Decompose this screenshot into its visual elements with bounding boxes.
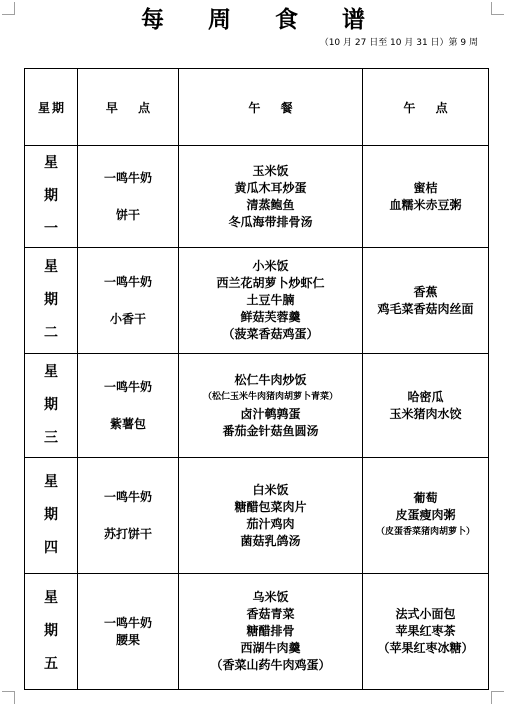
day-cell: [25, 248, 78, 354]
day-char: 星: [44, 474, 58, 490]
table-row: [25, 458, 489, 574]
day-char: 星: [44, 155, 58, 171]
snack-item: 苹果红枣茶: [395, 624, 456, 638]
lunch-cell: [179, 248, 363, 354]
day-char: 星: [44, 590, 58, 606]
breakfast-cell: [78, 574, 179, 690]
breakfast-item: 一鸣牛奶: [103, 615, 152, 630]
lunch-item: 糖醋包菜肉片: [234, 499, 307, 514]
snack-item-ingredients: （皮蛋香菜猪肉胡萝卜）: [375, 527, 475, 537]
header-day: 星期: [25, 69, 78, 146]
snack-item: 法式小面包: [395, 607, 456, 621]
lunch-item: 糖醋排骨: [246, 624, 295, 638]
lunch-item: （菠菜香菇鸡蛋）: [222, 327, 319, 341]
lunch-item: 茄汁鸡肉: [246, 516, 295, 531]
day-char: 四: [44, 540, 58, 556]
lunch-item-ingredients: （松仁玉米牛肉猪肉胡萝卜青菜）: [202, 391, 338, 402]
lunch-item: 黄瓜木耳炒蛋: [234, 180, 307, 195]
lunch-item: 土豆牛腩: [246, 293, 295, 307]
snack-item: 皮蛋瘦肉粥: [395, 508, 456, 522]
lunch-item: 玉米饭: [252, 163, 289, 178]
lunch-item: （香菜山药牛肉鸡蛋）: [210, 658, 331, 672]
day-cell: [25, 574, 78, 690]
date-range: （10 月 27 日至 10 月 31 日）第 9 周: [319, 38, 478, 48]
day-char: 一: [44, 221, 58, 237]
lunch-item: 西兰花胡萝卜炒虾仁: [216, 276, 325, 290]
snack-item: 血糯米赤豆粥: [389, 197, 462, 212]
lunch-cell: [179, 574, 363, 690]
day-char: 星: [44, 364, 58, 380]
page-corner-mark: [2, 691, 15, 704]
header-snack: 午 点: [363, 69, 489, 146]
lunch-cell: [179, 354, 363, 458]
lunch-item: 鲜菇芙蓉羹: [240, 310, 301, 324]
breakfast-item: 一鸣牛奶: [103, 489, 152, 504]
day-char: 期: [44, 507, 58, 523]
day-cell: [25, 354, 78, 458]
table-row: [25, 574, 489, 690]
breakfast-item: 腰果: [115, 632, 140, 647]
page-corner-mark: [491, 691, 504, 704]
snack-cell: [363, 458, 489, 574]
table-header-row: [25, 69, 489, 146]
header-breakfast: 早 点: [78, 69, 179, 146]
table-row: [25, 354, 489, 458]
breakfast-cell: [78, 146, 179, 248]
snack-item: 蜜桔: [413, 180, 438, 195]
day-char: 三: [44, 430, 58, 446]
lunch-item: 西湖牛肉羹: [240, 641, 301, 655]
header-lunch: 午 餐: [179, 69, 363, 146]
snack-item: 香蕉: [413, 284, 438, 299]
day-cell: [25, 146, 78, 248]
snack-item: （苹果红枣冰糖）: [377, 641, 474, 655]
lunch-cell: [179, 458, 363, 574]
snack-item: 鸡毛菜香菇肉丝面: [377, 301, 474, 316]
lunch-item: 菌菇乳鸽汤: [240, 533, 301, 548]
breakfast-item: 一鸣牛奶: [103, 379, 152, 394]
day-char: 五: [44, 656, 58, 672]
snack-cell: [363, 574, 489, 690]
breakfast-item: 一鸣牛奶: [103, 274, 152, 289]
snack-cell: [363, 146, 489, 248]
breakfast-item: 一鸣牛奶: [103, 170, 152, 185]
snack-cell: [363, 248, 489, 354]
page-title: 每 周 食 谱: [140, 6, 384, 33]
snack-item: 玉米猪肉水饺: [389, 406, 462, 421]
breakfast-item: 紫薯包: [109, 416, 146, 431]
table-row: [25, 146, 489, 248]
lunch-cell: [179, 146, 363, 248]
breakfast-cell: [78, 354, 179, 458]
lunch-item: 小米饭: [252, 259, 289, 273]
day-char: 期: [44, 292, 58, 308]
day-cell: [25, 458, 78, 574]
day-char: 期: [44, 188, 58, 204]
breakfast-cell: [78, 458, 179, 574]
snack-cell: [363, 354, 489, 458]
day-char: 期: [44, 397, 58, 413]
breakfast-item: 饼干: [115, 207, 140, 222]
table-row: [25, 248, 489, 354]
lunch-item: 乌米饭: [252, 590, 289, 604]
lunch-item: 香菇青菜: [246, 607, 295, 621]
snack-item: 葡萄: [413, 491, 438, 505]
day-char: 期: [44, 623, 58, 639]
breakfast-item: 苏打饼干: [103, 526, 152, 541]
day-char: 二: [44, 325, 58, 341]
breakfast-item: 小香干: [109, 311, 146, 326]
lunch-item: 松仁牛肉炒饭: [234, 372, 307, 387]
lunch-item: 番茄金针菇鱼圆汤: [222, 423, 319, 438]
lunch-item: 冬瓜海带排骨汤: [228, 214, 313, 229]
lunch-item: 清蒸鲍鱼: [246, 197, 295, 212]
lunch-item: 卤汁鹌鹑蛋: [240, 406, 301, 421]
lunch-item: 白米饭: [252, 482, 289, 497]
weekly-menu-table: [24, 68, 489, 690]
snack-item: 哈密瓜: [407, 389, 444, 404]
breakfast-cell: [78, 248, 179, 354]
day-char: 星: [44, 259, 58, 275]
